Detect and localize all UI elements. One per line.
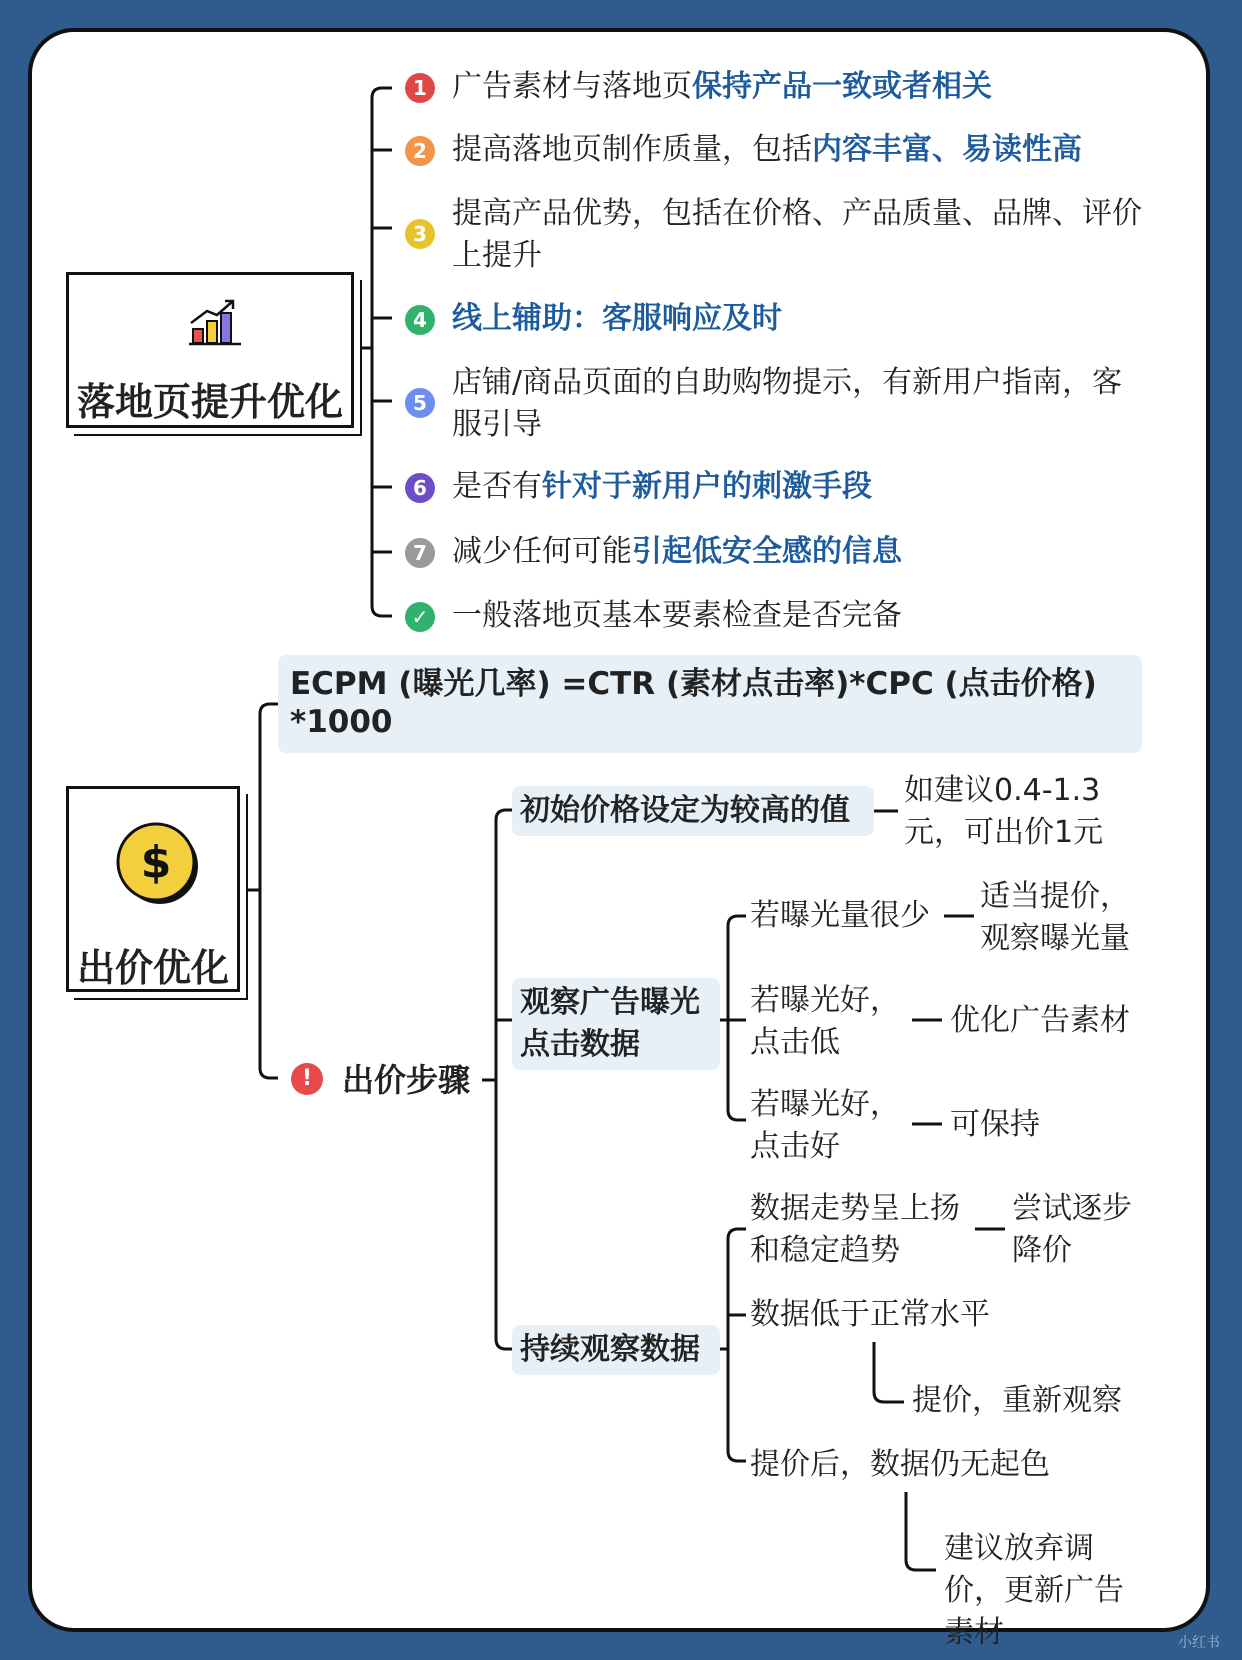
- step2-label: 观察广告曝光点击数据: [512, 978, 720, 1070]
- item-5-pre: 店铺/商品页面的自助购物提示，有新用户指南，客服引导: [452, 365, 1123, 442]
- item-7-hl: 引起低安全感的信息: [632, 534, 902, 569]
- item-1-pre: 广告素材与落地页: [452, 69, 692, 104]
- item-4-badge-icon: 4: [405, 305, 435, 335]
- item-2-hl: 内容丰富、易读性高: [812, 132, 1082, 167]
- step1-label: 初始价格设定为较高的值: [512, 786, 874, 836]
- growth-chart-icon: [187, 297, 243, 347]
- step2-case1-cond: 若曝光量很少: [750, 898, 930, 933]
- item-3-text: [452, 193, 1142, 277]
- dollar-coin-icon: [111, 817, 201, 907]
- item-2-text: [452, 129, 1082, 171]
- section2-title: 出价优化: [76, 946, 229, 990]
- section2-title-box: [66, 786, 240, 992]
- item-3-pre: 提高产品优势，包括在价格、产品质量、品牌、评价上提升: [452, 196, 1142, 273]
- item-3-badge-icon: 3: [405, 219, 435, 249]
- step2-case3-cond: 若曝光好，点击好: [750, 1087, 900, 1164]
- item-6-text: [452, 466, 872, 508]
- steps-label: 出价步骤: [342, 1061, 471, 1099]
- item-5-badge-icon: 5: [405, 388, 435, 418]
- step2-case2-cond: 若曝光好，点击低: [750, 983, 900, 1060]
- step2-case1-action: 适当提价，观察曝光量: [980, 879, 1130, 956]
- item-6-pre: 是否有: [452, 469, 542, 504]
- item-4-text: [452, 298, 782, 340]
- item-7-text: [452, 531, 902, 573]
- item-6-hl: 针对于新用户的刺激手段: [542, 469, 872, 504]
- item-4-hl: 线上辅助：客服响应及时: [452, 301, 782, 336]
- item-6-badge-icon: 6: [405, 473, 435, 503]
- step2-case3-action: 可保持: [950, 1107, 1040, 1142]
- step3-label: 持续观察数据: [512, 1325, 720, 1375]
- item-5-text: [452, 362, 1142, 446]
- ecpm-formula: ECPM (曝光几率) =CTR (素材点击率)*CPC (点击价格) *1000: [278, 655, 1142, 753]
- step3-case1-action: 尝试逐步降价: [1012, 1191, 1132, 1268]
- step3-case3-cond: 提价后，数据仍无起色: [750, 1447, 1050, 1482]
- section1-title: 落地页提升优化: [76, 380, 343, 424]
- step2-case2-action: 优化广告素材: [950, 1003, 1130, 1038]
- watermark: 小红书: [1178, 1635, 1220, 1651]
- section1-title-box: [66, 272, 354, 428]
- item-1-hl: 保持产品一致或者相关: [692, 69, 992, 104]
- item-8-pre: 一般落地页基本要素检查是否完备: [452, 598, 902, 633]
- item-7-badge-icon: 7: [405, 538, 435, 568]
- item-7-pre: 减少任何可能: [452, 534, 632, 569]
- step3-case2-action: 提价，重新观察: [912, 1383, 1122, 1418]
- step1-note: 如建议0.4-1.3元，可出价1元: [904, 773, 1104, 850]
- svg-text:$: $: [140, 837, 172, 888]
- step3-case1-cond: 数据走势呈上扬和稳定趋势: [750, 1191, 960, 1268]
- item-2-pre: 提高落地页制作质量，包括: [452, 132, 812, 167]
- item-1-text: [452, 66, 992, 108]
- steps-alert-icon: !: [291, 1063, 323, 1095]
- step3-case3-action: 建议放弃调价，更新广告素材: [944, 1531, 1124, 1650]
- step3-case2-cond: 数据低于正常水平: [750, 1297, 990, 1332]
- item-2-badge-icon: 2: [405, 136, 435, 166]
- item-1-badge-icon: 1: [405, 73, 435, 103]
- item-8-badge-icon: ✓: [405, 602, 435, 632]
- item-8-text: [452, 595, 902, 637]
